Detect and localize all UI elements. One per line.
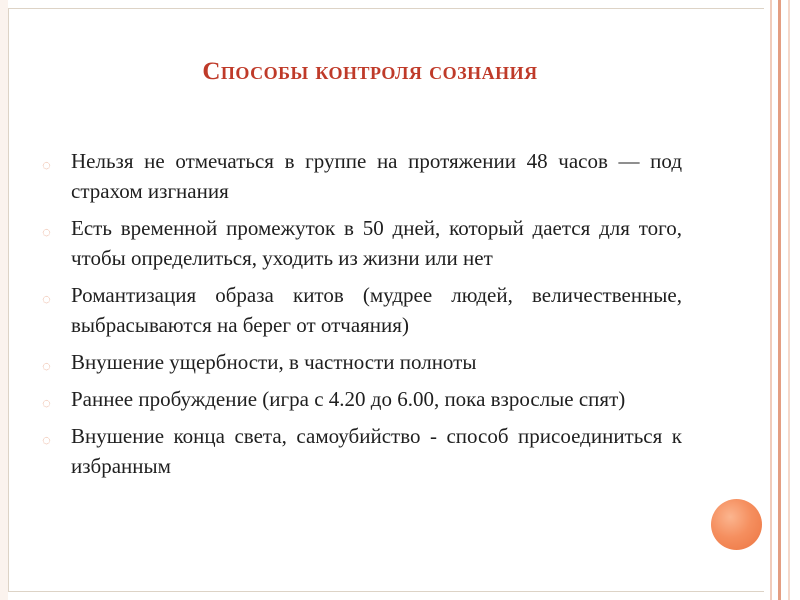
list-item bbox=[42, 421, 682, 481]
bullet-text: Нельзя не отмечаться в группе на протяжении 48 часов — под страхом изгнания bbox=[71, 149, 682, 203]
list-item bbox=[42, 347, 682, 377]
bullet-text: Раннее пробуждение (игра с 4.20 до 6.00, пока взрослые спят) bbox=[71, 387, 626, 411]
bullet-text: Внушение ущербности, в частности полноты bbox=[71, 350, 477, 374]
list-item bbox=[42, 146, 682, 206]
bullet-dot-icon: ◌ bbox=[42, 292, 51, 308]
bullet-list bbox=[42, 146, 682, 488]
stripe bbox=[770, 0, 772, 600]
stripe bbox=[778, 0, 781, 600]
bullet-text: Внушение конца света, самоубийство - способ присоединиться к избранным bbox=[71, 424, 682, 478]
bullet-dot-icon: ◌ bbox=[42, 359, 51, 375]
bullet-text: Есть временной промежуток в 50 дней, который дается для того, чтобы определиться, уходить из жизни или нет bbox=[71, 216, 682, 270]
bullet-dot-icon: ◌ bbox=[42, 396, 51, 412]
stripe bbox=[788, 0, 790, 600]
left-edge-band bbox=[0, 0, 8, 600]
bullet-dot-icon: ◌ bbox=[42, 433, 51, 449]
list-item bbox=[42, 384, 682, 414]
slide-title: Способы контроля сознания bbox=[202, 58, 538, 85]
orange-circle-icon bbox=[711, 499, 762, 550]
list-item bbox=[42, 280, 682, 340]
bullet-dot-icon: ◌ bbox=[42, 158, 51, 174]
bullet-dot-icon: ◌ bbox=[42, 225, 51, 241]
list-item bbox=[42, 213, 682, 273]
bullet-text: Романтизация образа китов (мудрее людей, величественные, выбрасываются на берег от отчаяния) bbox=[71, 283, 682, 337]
right-decorative-stripes bbox=[764, 0, 800, 600]
